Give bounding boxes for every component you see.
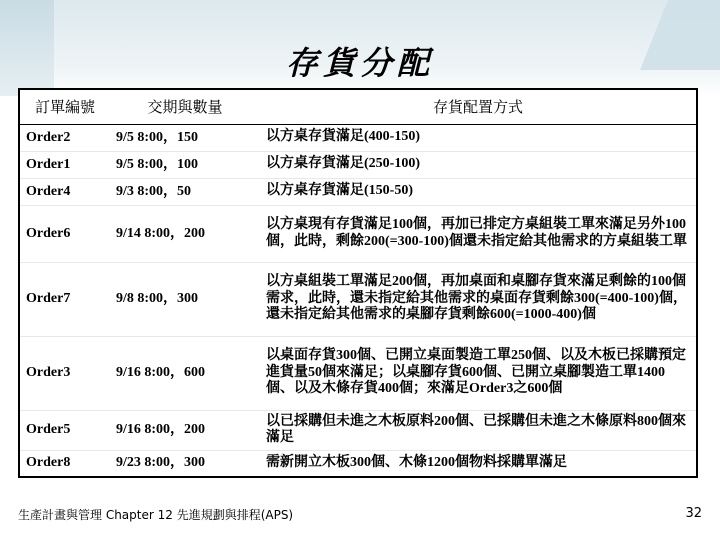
table-row	[20, 205, 696, 262]
allocation-cell: 以方桌現有存貨滿足100個，再加已排定方桌組裝工單來滿足另外100個，此時，剩餘200(=300-100)個還未指定給其他需求的方桌組裝工單	[266, 217, 687, 249]
slide-title: 存貨分配	[285, 44, 434, 82]
order-id-cell: Order3	[26, 365, 71, 380]
due-quantity-cell: 9/23 8:00，300	[116, 455, 206, 471]
allocation-cell: 以桌面存貨300個、已開立桌面製造工單250個、以及木板已採購預定進貨量50個來滿足；以桌腳存貨600個、已開立桌腳製造工單1400個、以及木條存貨400個；來滿足Order3之600個	[266, 348, 686, 397]
slide-footer: 生產計畫與管理 Chapter 12 先進規劃與排程(APS)	[18, 508, 294, 522]
order-id-cell: Order2	[26, 129, 71, 145]
due-quantity-cell: 9/16 8:00，200	[116, 422, 206, 437]
table-row	[20, 336, 696, 410]
table-row	[20, 151, 696, 178]
allocation-cell: 以方桌存貨滿足(400-150)	[266, 129, 420, 145]
order-id-cell: Order6	[26, 225, 71, 241]
order-id-cell: Order5	[26, 422, 71, 437]
due-quantity-cell: 9/5 8:00，100	[116, 156, 199, 172]
due-quantity-cell: 9/5 8:00，150	[116, 129, 199, 145]
order-id-cell: Order4	[26, 183, 71, 199]
due-quantity-cell: 9/3 8:00，50	[116, 183, 192, 199]
allocation-cell: 需新開立木板300個、木條1200個物料採購單滿足	[266, 455, 567, 470]
order-id-cell: Order7	[26, 291, 71, 306]
order-id-cell: Order8	[26, 455, 71, 471]
table-header-row	[20, 90, 696, 124]
allocation-cell: 以方桌組裝工單滿足200個，再加桌面和桌腳存貨來滿足剩餘的100個需求，此時，還未指定給其他需求的桌面存貨剩餘300(=400-100)個，還未指定給其他需求的桌腳存貨剩餘600(=1000-400)個	[266, 274, 687, 323]
due-quantity-cell: 9/14 8:00，200	[116, 225, 206, 241]
table-row	[20, 450, 696, 476]
table-row	[20, 410, 696, 450]
header-order-id: 訂單編號	[20, 90, 110, 124]
header-due-quantity: 交期與數量	[110, 90, 260, 124]
header-allocation-method: 存貨配置方式	[260, 90, 696, 124]
due-quantity-cell: 9/16 8:00，600	[116, 365, 206, 380]
inventory-allocation-table	[18, 88, 698, 478]
page-number: 32	[685, 506, 702, 521]
order-id-cell: Order1	[26, 156, 71, 172]
allocation-cell: 以方桌存貨滿足(250-100)	[266, 156, 420, 172]
table-row	[20, 262, 696, 336]
allocation-cell: 以已採購但未進之木板原料200個、已採購但未進之木條原料800個來滿足	[266, 413, 686, 445]
table-row	[20, 124, 696, 151]
allocation-cell: 以方桌存貨滿足(150-50)	[266, 183, 413, 199]
table-row	[20, 178, 696, 205]
due-quantity-cell: 9/8 8:00，300	[116, 291, 199, 306]
